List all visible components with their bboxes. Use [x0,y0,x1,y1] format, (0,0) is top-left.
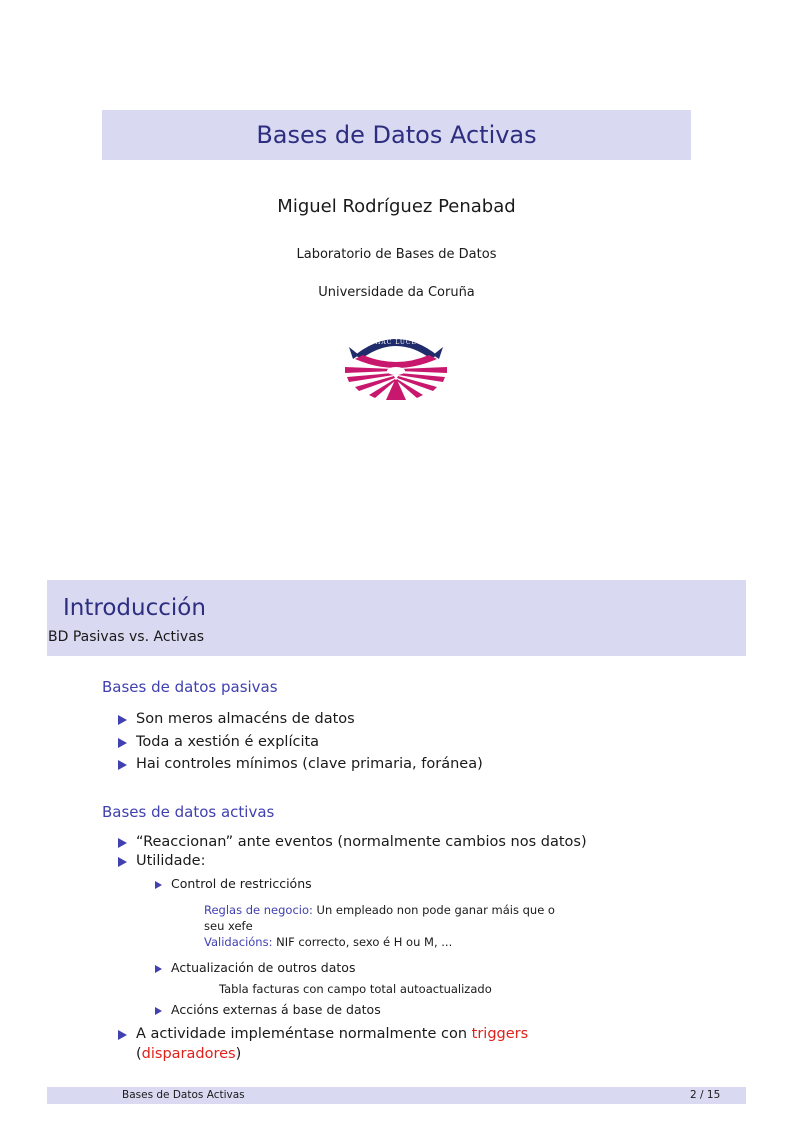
sub-item-external: Accións externas á base de datos [171,1002,381,1017]
bullet-icon [118,838,127,848]
paren-close: ) [235,1046,242,1062]
validation-label: Validacións: [204,935,273,949]
update-detail: Tabla facturas con campo total autoactualizado [219,982,492,996]
author-name: Miguel Rodríguez Penabad [277,196,516,217]
validation-line [204,935,452,949]
bullet-icon [118,715,127,725]
triggers-highlight: triggers [471,1026,529,1042]
passive-item-3: Hai controles mínimos (clave primaria, foránea) [136,756,483,772]
paren-open: ( [136,1046,142,1062]
presentation-title: Bases de Datos Activas [256,121,537,149]
page-number: 2 / 15 [690,1089,721,1101]
disparadores-highlight: disparadores [141,1046,236,1062]
institute-line-2: Universidade da Coruña [318,285,475,300]
validation-text: NIF correcto, sexo é H ou M, ... [272,935,453,949]
block-title-passive: Bases de datos pasivas [102,678,278,696]
rule-label: Reglas de negocio: [204,903,313,917]
logo-motto: HAC LUCE [375,339,417,346]
item3-text: A actividade impleméntase normalmente con [136,1026,472,1042]
rule-line-1 [204,903,555,917]
frame-subtitle: BD Pasivas vs. Activas [48,629,205,645]
bullet-icon [118,857,127,867]
passive-item-1: Son meros almacéns de datos [136,711,355,727]
footer-title: Bases de Datos Activas [122,1089,245,1101]
block-title-active: Bases de datos activas [102,803,275,821]
bullet-icon [118,738,127,748]
frame-title: Introducción [63,595,206,621]
sub-bullet-icon [155,965,162,973]
passive-item-2: Toda a xestión é explícita [136,734,320,750]
sub-bullet-icon [155,1007,162,1015]
bullet-icon [118,760,127,770]
active-item-3-line-2 [136,1046,241,1062]
rule-text: Un empleado non pode ganar máis que o [312,903,555,917]
active-item-1: “Reaccionan” ante eventos (normalmente cambios nos datos) [136,834,587,850]
sub-item-update: Actualización de outros datos [171,960,356,975]
bullet-icon [118,1030,127,1040]
active-item-2: Utilidade: [136,853,206,869]
rule-line-2: seu xefe [204,919,253,933]
university-logo [341,325,451,405]
sub-bullet-icon [155,881,162,889]
title-box [102,110,691,160]
active-item-3-line-1 [136,1026,528,1042]
institute-line-1: Laboratorio de Bases de Datos [296,247,497,262]
sub-item-control: Control de restriccións [171,876,312,891]
